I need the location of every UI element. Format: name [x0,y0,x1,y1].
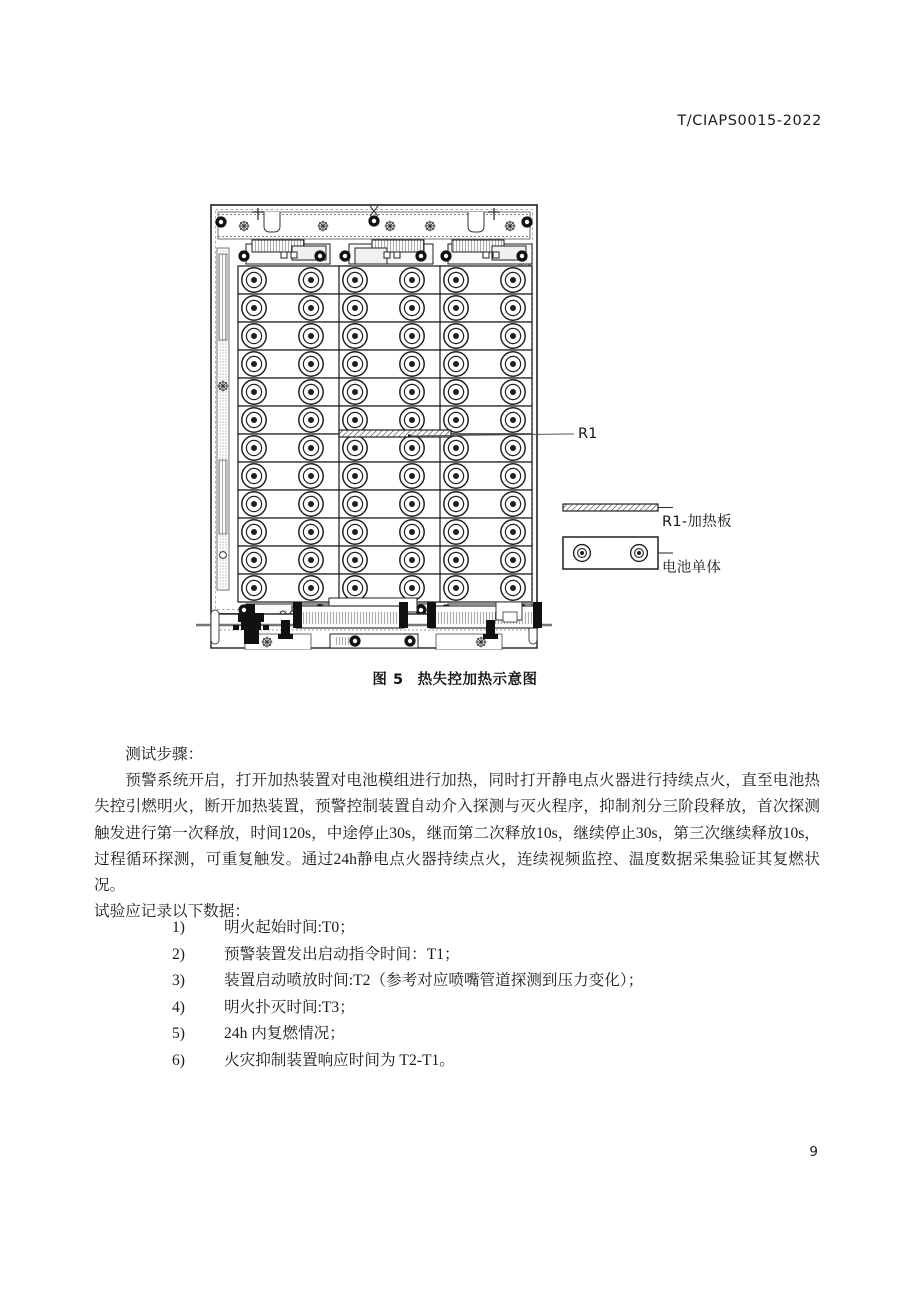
body-lead: 测试步骤： [125,746,204,763]
legend-swatch-cell [563,537,658,569]
list-item [94,968,820,995]
list-item [94,995,820,1022]
list-item-text: 24h 内复燃情况； [224,1025,345,1043]
list-item-number: 4) [172,998,185,1016]
figure-callout-r1: R1 [578,426,598,442]
body-paragraph: 预警系统开启，打开加热装置对电池模组进行加热，同时打开静电点火器进行持续点火，直至电池热失控引燃明火，断开加热装置，预警控制装置自动介入探测与灭火程序，抑制剂分三阶段释放，首次探测触发进行第一次释放，时间120s，中途停止30s，继而第二次释放10s，继续停止30s，第三次继续释放10s，过程循环探测，可重复触发。通过24h静电点火器持续点火，连续视频监控、温度数据采集验证其复燃状况。 [94,772,820,895]
figure-5-drawing [0,190,910,650]
list-item-number: 3) [172,972,185,990]
figure-caption-title: 热失控加热示意图 [417,672,538,688]
figure-caption-label: 图 5 [372,672,404,688]
body-record-intro: 试验应记录以下数据： [94,903,250,921]
page-number: 9 [809,1144,818,1160]
list-item-text: 预警装置发出启动指令时间：T1； [224,945,460,963]
list-item-number: 5) [172,1025,185,1043]
list-item-text: 明火扑灭时间:T3； [224,998,355,1016]
base-skid-assembly [0,580,910,650]
list-item [94,915,820,942]
legend-swatch-heater-plate [563,504,658,511]
list-item-number: 2) [172,945,185,963]
figure-caption [0,668,910,689]
header-standard-number: T/CIAPS0015-2022 [677,113,822,129]
list-item-text: 火灾抑制装置响应时间为 T2-T1。 [224,1051,455,1069]
list-item-number: 6) [172,1051,185,1069]
list-item [94,942,820,969]
recorded-data-list [94,915,820,1075]
list-item [94,1048,820,1075]
list-item-number: 1) [172,919,185,936]
list-item-text: 明火起始时间:T0； [224,919,355,936]
list-item-text: 装置启动喷放时间:T2（参考对应喷嘴管道探测到压力变化）； [224,972,644,990]
legend-label-cell: 电池单体 [662,560,722,576]
list-item [94,1021,820,1048]
body-text-block [94,742,820,925]
legend-label-heater-plate: R1-加热板 [662,514,732,530]
